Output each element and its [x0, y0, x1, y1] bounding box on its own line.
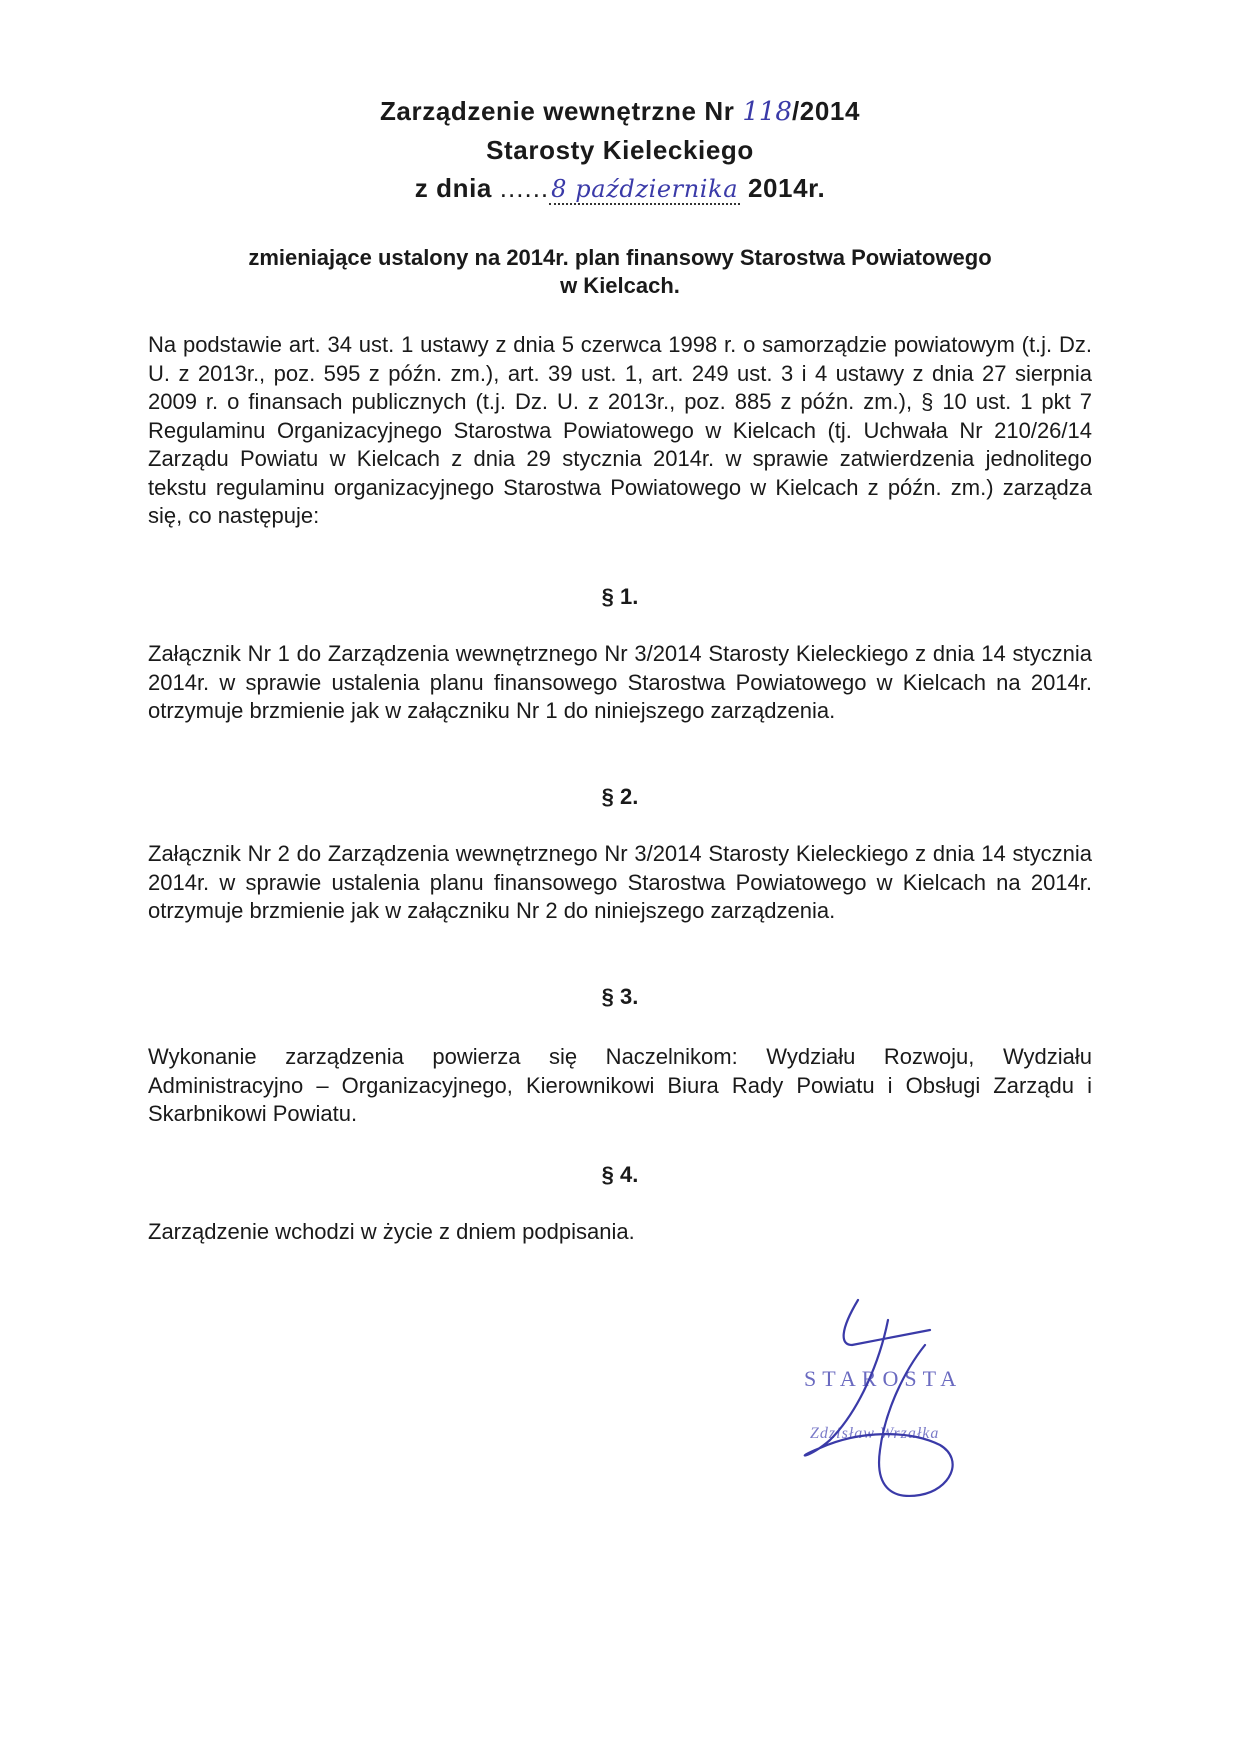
date-dots: ...... [499, 173, 550, 203]
handwritten-signature-icon [780, 1290, 1020, 1510]
date-prefix: z dnia [414, 173, 492, 203]
date-line [0, 169, 1240, 208]
section-text-3: Wykonanie zarządzenia powierza się Naczelnikom: Wydziału Rozwoju, Wydziału Administracyjno – Organizacyjnego, Kierownikowi Biura Rady Powiatu i Obsługi Zarządu i Skarbnikowi Powiatu. [148, 1044, 1092, 1126]
stamp-name: Zdzisław Wrzałka [810, 1425, 940, 1442]
section-heading-1: § 1. [601, 584, 639, 609]
section-text-4: Zarządzenie wchodzi w życie z dniem podpisania. [148, 1219, 635, 1244]
stamp-title: STAROSTA [804, 1366, 963, 1391]
handwritten-date: 8 października [551, 175, 739, 203]
preamble-paragraph: Na podstawie art. 34 ust. 1 ustawy z dnia 5 czerwca 1998 r. o samorządzie powiatowym (t.j. Dz. U. z 2013r., poz. 595 z późn. zm.), art. 39 ust. 1, art. 249 ust. 3 i 4 ustawy z dnia 27 sierpnia 2009 r. o finansach publicznych (t.j. Dz. U. z 2013r., poz. 885 z późn. zm.), § 10 ust. 1 pkt 7 Regulaminu Organizacyjnego Starostwa Powiatowego w Kielcach (tj. Uchwała Nr 210/26/14 Zarządu Powiatu w Kielcach z dnia 29 stycznia 2014r. w sprawie zatwierdzenia jednolitego tekstu regulaminu organizacyjnego Starostwa Powiatowego w Kielcach z późn. zm.) zarządza się, co następuje: [148, 332, 1092, 528]
title-prefix: Zarządzenie wewnętrzne Nr [379, 96, 735, 126]
subject-line-2: w Kielcach. [560, 273, 680, 298]
subject-line-1: zmieniające ustalony na 2014r. plan finansowy Starostwa Powiatowego [248, 245, 992, 270]
signature-stamp [780, 1290, 1020, 1510]
title-suffix: /2014 [791, 96, 861, 126]
title-line [0, 92, 1240, 131]
section-heading-3: § 3. [601, 984, 639, 1009]
document-subject [0, 244, 1240, 300]
handwritten-number: 118 [742, 97, 792, 127]
section-heading-4: § 4. [601, 1162, 639, 1187]
issuer-line: Starosty Kieleckiego [486, 135, 754, 165]
section-heading-2: § 2. [601, 784, 639, 809]
section-text-1: Załącznik Nr 1 do Zarządzenia wewnętrznego Nr 3/2014 Starosty Kieleckiego z dnia 14 stycznia 2014r. w sprawie ustalenia planu finansowego Starostwa Powiatowego w Kielcach na 2014r. otrzymuje brzmienie jak w załączniku Nr 1 do niniejszego zarządzenia. [148, 641, 1092, 723]
date-suffix: 2014r. [747, 173, 826, 203]
section-text-2: Załącznik Nr 2 do Zarządzenia wewnętrznego Nr 3/2014 Starosty Kieleckiego z dnia 14 stycznia 2014r. w sprawie ustalenia planu finansowego Starostwa Powiatowego w Kielcach na 2014r. otrzymuje brzmienie jak w załączniku Nr 2 do niniejszego zarządzenia. [148, 841, 1092, 923]
document-header [0, 92, 1240, 208]
